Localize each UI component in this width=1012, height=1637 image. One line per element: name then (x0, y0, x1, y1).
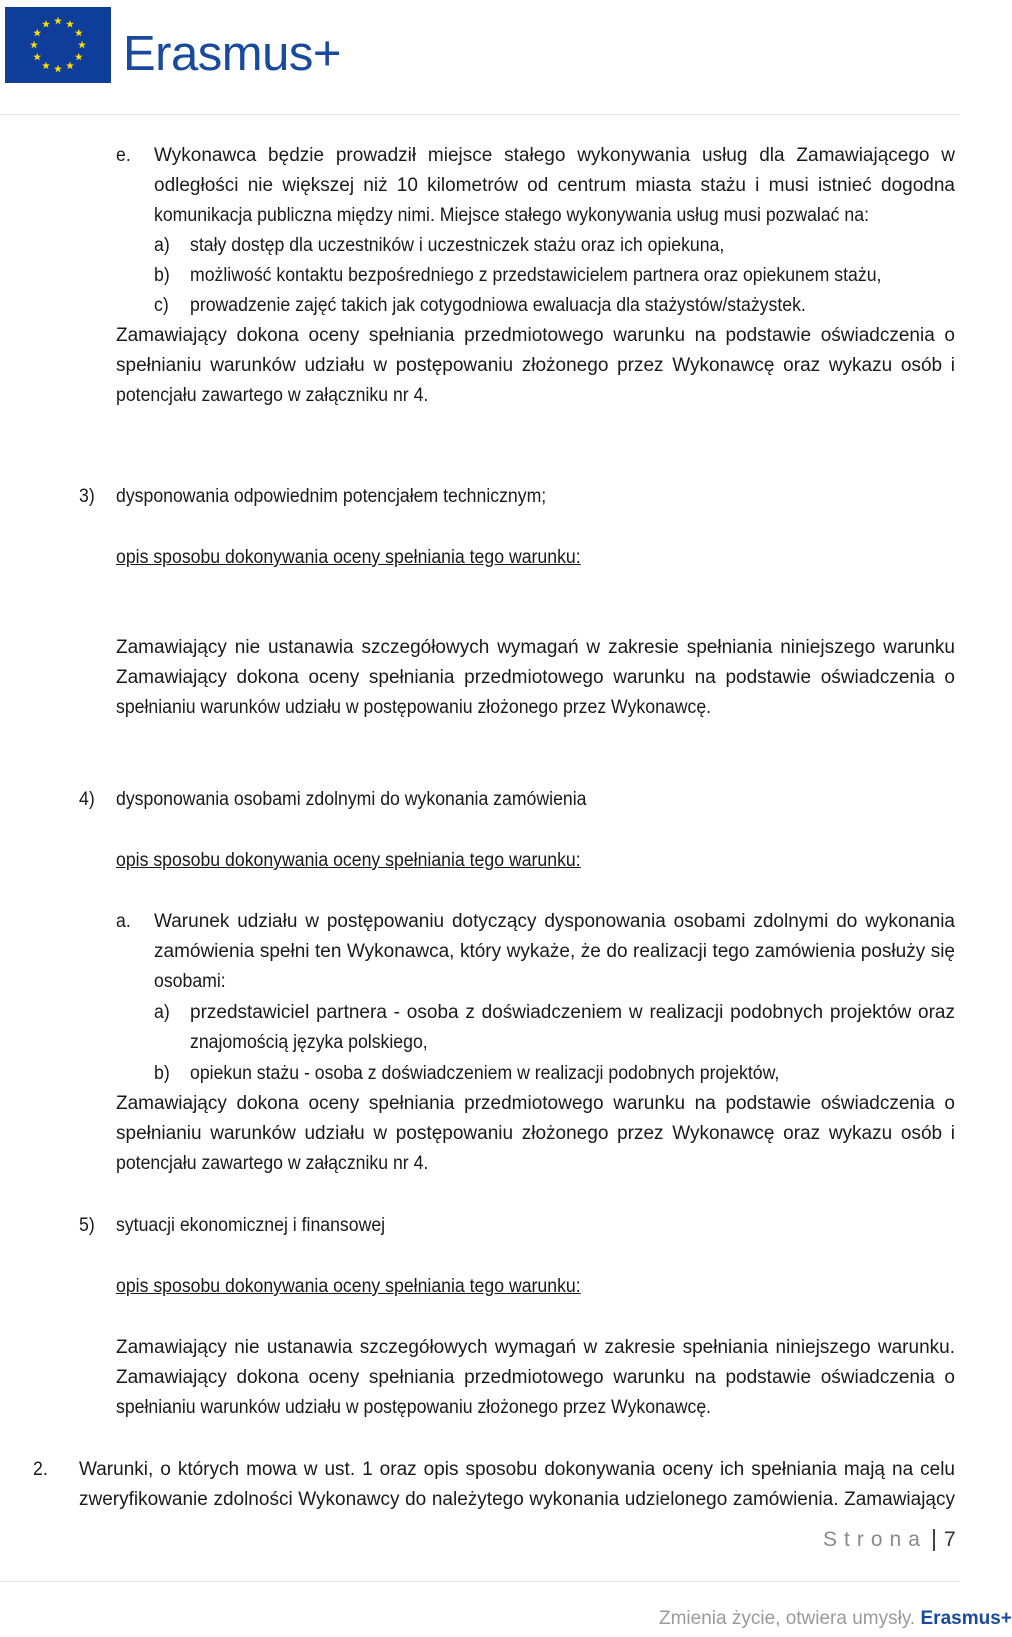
page-label-divider (933, 1529, 935, 1551)
list-item: prowadzenie zajęć takich jak cotygodniowa ewaluacja dla stażystów/stażystek. (190, 295, 806, 316)
section-4-assessment-1: Zamawiający dokona oceny spełniania przedmiotowego warunku na podstawie oświadczenia o (116, 1093, 955, 1114)
list-marker: b) (154, 1063, 170, 1084)
slogan-text: Zmienia życie, otwiera umysły. (659, 1608, 916, 1629)
section-4-a-line-3: osobami: (154, 971, 226, 992)
header-divider (0, 114, 960, 115)
sec-e-line-3: komunikacja publiczna między nimi. Miejsce stałego wykonywania usług musi pozwalać na: (154, 205, 869, 226)
erasmus-logo-text: Erasmus+ (123, 27, 341, 81)
page-label: Strona (823, 1528, 927, 1551)
section-5-line-1: Zamawiający nie ustanawia szczegółowych wymagań w zakresie spełniania niniejszego warunku. (116, 1337, 955, 1358)
section-3-line-3: spełnianiu warunków udziału w postępowaniu złożonego przez Wykonawcę. (116, 697, 712, 718)
section-3-line-2: Zamawiający dokona oceny spełniania przedmiotowego warunku na podstawie oświadczenia o (116, 667, 955, 688)
list-item: przedstawiciel partnera - osoba z doświadczeniem w realizacji podobnych projektów oraz (190, 1002, 955, 1023)
point-2-line-1: Warunki, o których mowa w ust. 1 oraz opis sposobu dokonywania oceny ich spełniania mają na celu (79, 1459, 955, 1480)
section-4-title: dysponowania osobami zdolnymi do wykonania zamówienia (116, 789, 587, 810)
section-4-assessment-2: spełnianiu warunków udziału w postępowaniu złożonego przez Wykonawcę oraz wykazu osób i (116, 1123, 955, 1144)
sec-e-line-2: odległości nie większej niż 10 kilometrów od centrum miasta stażu i musi istnieć dogodna (154, 175, 955, 196)
sec-e-line-1: Wykonawca będzie prowadził miejsce stałego wykonywania usług dla Zamawiającego w (154, 145, 955, 166)
section-5-line-2: Zamawiający dokona oceny spełniania przedmiotowego warunku na podstawie oświadczenia o (116, 1367, 955, 1388)
item-marker-e: e. (116, 145, 131, 166)
list-item: możliwość kontaktu bezpośredniego z przedstawicielem partnera oraz opiekunem stażu, (190, 265, 882, 286)
section-marker-5: 5) (79, 1215, 95, 1236)
section-4-a-line-2: zamówienia spełni ten Wykonawca, który wykaże, że do realizacji tego zamówienia posłuży się (154, 941, 955, 962)
section-marker-4: 4) (79, 789, 95, 810)
sec-e-assessment-2: spełnianiu warunków udziału w postępowaniu złożonego przez Wykonawcę oraz wykazu osób i (116, 355, 955, 376)
footer-divider (0, 1581, 960, 1582)
eu-flag-icon (5, 7, 111, 83)
section-5-desc-heading: opis sposobu dokonywania oceny spełniania tego warunku: (116, 1276, 581, 1297)
list-item: opiekun stażu - osoba z doświadczeniem w realizacji podobnych projektów, (190, 1063, 780, 1084)
section-4-assessment-3: potencjału zawartego w załączniku nr 4. (116, 1153, 429, 1174)
item-marker-a: a. (116, 911, 131, 932)
page-header (0, 0, 960, 110)
list-item-continuation: znajomością języka polskiego, (190, 1032, 428, 1053)
footer-slogan (659, 1606, 1012, 1632)
section-5-line-3: spełnianiu warunków udziału w postępowaniu złożonego przez Wykonawcę. (116, 1397, 712, 1418)
section-5-title: sytuacji ekonomicznej i finansowej (116, 1215, 386, 1236)
point-2-line-2: zweryfikowanie zdolności Wykonawcy do należytego wykonania udzielonego zamówienia. Zamawiający (79, 1489, 955, 1510)
section-3-desc-heading: opis sposobu dokonywania oceny spełniania tego warunku: (116, 547, 581, 568)
slogan-brand: Erasmus+ (920, 1608, 1012, 1629)
point-marker-2: 2. (33, 1459, 48, 1480)
list-marker: a) (154, 235, 170, 256)
section-3-title: dysponowania odpowiednim potencjałem technicznym; (116, 486, 547, 507)
page-number: 7 (944, 1528, 956, 1551)
sec-e-assessment-3: potencjału zawartego w załączniku nr 4. (116, 385, 429, 406)
section-3-line-1: Zamawiający nie ustanawia szczegółowych wymagań w zakresie spełniania niniejszego warunku (116, 637, 955, 658)
section-4-a-line-1: Warunek udziału w postępowaniu dotyczący dysponowania osobami zdolnymi do wykonania (154, 911, 955, 932)
list-marker: b) (154, 265, 170, 286)
sec-e-assessment-1: Zamawiający dokona oceny spełniania przedmiotowego warunku na podstawie oświadczenia o (116, 325, 955, 346)
list-marker: c) (154, 295, 169, 316)
list-marker: a) (154, 1002, 170, 1023)
list-item: stały dostęp dla uczestników i uczestniczek stażu oraz ich opiekuna, (190, 235, 725, 256)
section-4-desc-heading: opis sposobu dokonywania oceny spełniania tego warunku: (116, 850, 581, 871)
section-marker-3: 3) (79, 486, 95, 507)
